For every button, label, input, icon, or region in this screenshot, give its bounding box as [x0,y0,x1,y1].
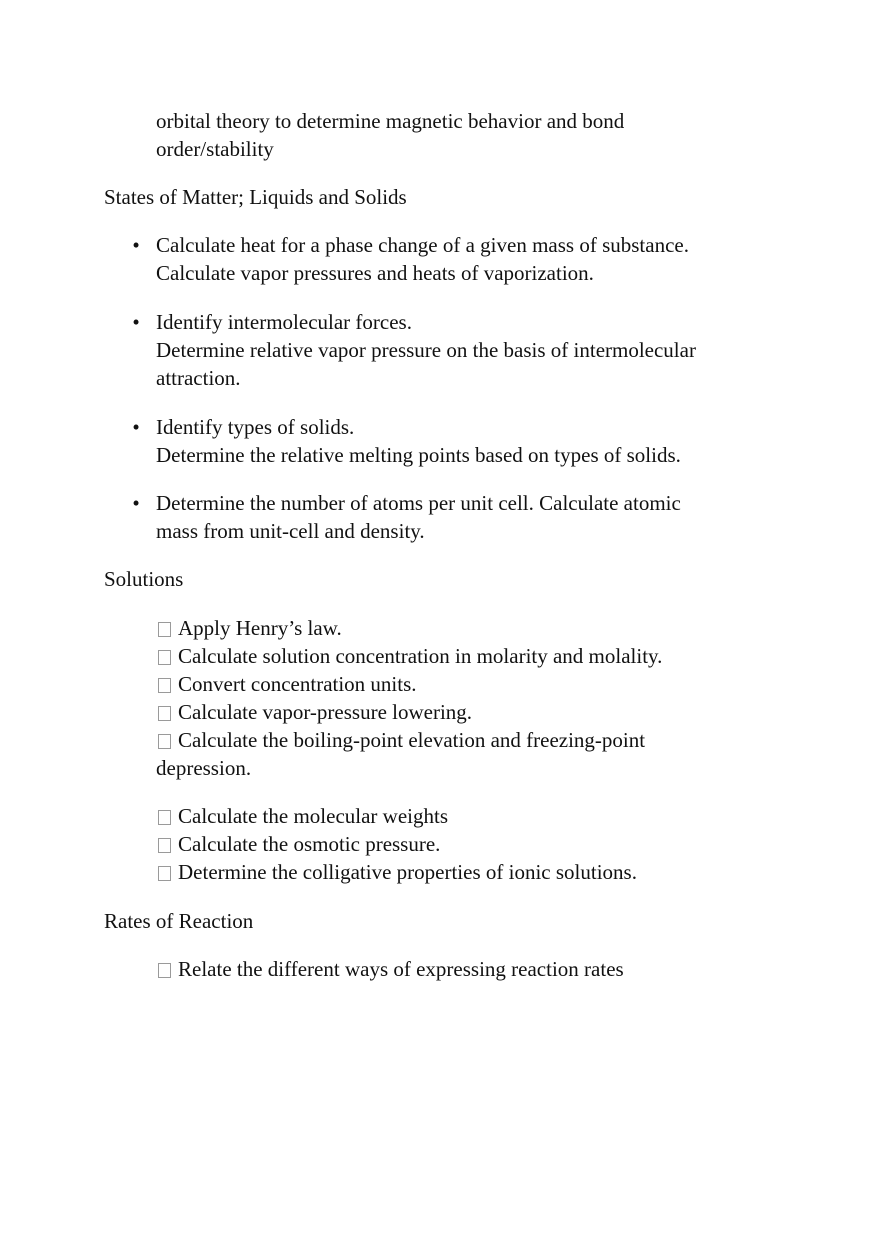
intro-paragraph [156,107,776,163]
checkbox-glyph-icon [158,734,171,749]
checkbox-glyph-icon [158,963,171,978]
list-item: Calculate the boiling-point elevation and freezing-point [156,726,816,754]
list-item: Calculate solution concentration in molarity and molality. [156,642,816,670]
bullet-line: Determine the number of atoms per unit cell. Calculate atomic [156,491,681,515]
solutions-list-2 [156,802,816,886]
list-item: Apply Henry’s law. [156,614,816,642]
rates-list [156,955,816,983]
bullet-icon: • [132,310,140,334]
section-heading-states-of-matter: States of Matter; Liquids and Solids [104,185,407,209]
bullet-line: Calculate heat for a phase change of a given mass of substance. [156,233,689,257]
solutions-list [156,614,816,782]
list-item: Convert concentration units. [156,670,816,698]
checkbox-glyph-icon [158,706,171,721]
bullet-line: Identify intermolecular forces. [156,310,412,334]
bullet-line: Determine relative vapor pressure on the basis of intermolecular [156,338,696,362]
list-item: Determine the colligative properties of ionic solutions. [156,858,816,886]
bullet-line: Identify types of solids. [156,415,355,439]
checkbox-glyph-icon [158,866,171,881]
checkbox-glyph-icon [158,678,171,693]
list-item: Calculate the molecular weights [156,802,816,830]
list-item: Relate the different ways of expressing reaction rates [156,955,816,983]
section-heading-rates-of-reaction: Rates of Reaction [104,909,254,933]
list-item: Calculate the osmotic pressure. [156,830,816,858]
checkbox-glyph-icon [158,810,171,825]
list-item-continuation: depression. [156,756,252,780]
checkbox-glyph-icon [158,650,171,665]
bullet-icon: • [132,415,140,439]
section-heading-solutions: Solutions [104,567,184,591]
bullet-item [132,308,796,392]
list-item: Calculate vapor-pressure lowering. [156,698,816,726]
bullet-icon: • [132,491,140,515]
bullet-line: attraction. [156,366,241,390]
bullet-item [132,413,796,469]
intro-line: orbital theory to determine magnetic behavior and bond [156,109,625,133]
bullet-item [132,231,796,287]
checkbox-glyph-icon [158,838,171,853]
bullet-line: Determine the relative melting points based on types of solids. [156,443,681,467]
intro-line: order/stability [156,137,274,161]
bullet-line: mass from unit-cell and density. [156,519,425,543]
bullet-icon: • [132,233,140,257]
bullet-line: Calculate vapor pressures and heats of vaporization. [156,261,594,285]
bullet-item [132,489,796,545]
checkbox-glyph-icon [158,622,171,637]
